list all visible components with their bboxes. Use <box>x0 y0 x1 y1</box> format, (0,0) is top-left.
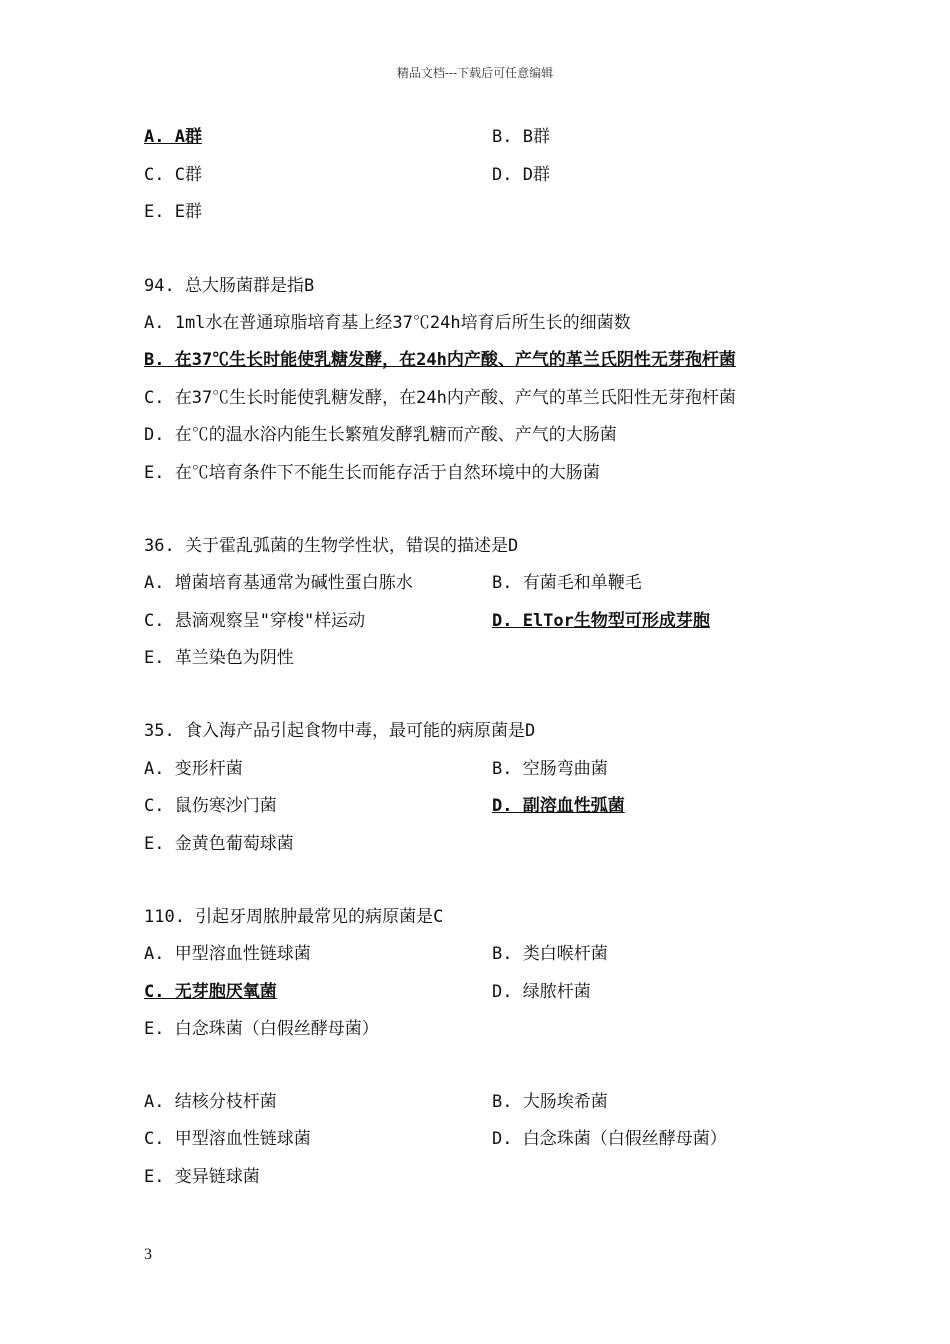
option-c: C. 无芽胞厌氧菌 <box>144 982 277 1002</box>
page-number: 3 <box>144 1246 152 1263</box>
option-e: E. 变异链球菌 <box>144 1167 260 1187</box>
question-94: 94. 总大肠菌群是指B <box>144 276 315 296</box>
option-e: E. 金黄色葡萄球菌 <box>144 834 294 854</box>
option-e: E. 在℃培育条件下不能生长而能存活于自然环境中的大肠菌 <box>144 463 600 483</box>
option-c: C. C群 <box>144 165 202 185</box>
option-c: C. 鼠伤寒沙门菌 <box>144 796 277 816</box>
option-b: B. 在37℃生长时能使乳糖发酵，在24h内产酸、产气的革兰氏阴性无芽孢杆菌 <box>144 350 736 370</box>
option-e: E. 革兰染色为阴性 <box>144 648 294 668</box>
option-d: D. ElTor生物型可形成芽胞 <box>492 611 710 631</box>
option-e: E. 白念珠菌（白假丝酵母菌） <box>144 1019 379 1039</box>
option-a: A. A群 <box>144 127 202 147</box>
option-b: B. 空肠弯曲菌 <box>492 759 608 779</box>
option-b: B. 大肠埃希菌 <box>492 1092 608 1112</box>
option-a: A. 甲型溶血性链球菌 <box>144 944 311 964</box>
option-d: D. D群 <box>492 165 550 185</box>
option-c: C. 在37℃生长时能使乳糖发酵，在24h内产酸、产气的革兰氏阳性无芽孢杆菌 <box>144 388 736 408</box>
option-a: A. 结核分枝杆菌 <box>144 1092 277 1112</box>
option-c: C. 悬滴观察呈"穿梭"样运动 <box>144 611 366 631</box>
option-b: B. B群 <box>492 127 550 147</box>
page-header: 精品文档---下载后可任意编辑 <box>396 66 554 80</box>
option-e: E. E群 <box>144 202 202 222</box>
option-a: A. 增菌培育基通常为碱性蛋白胨水 <box>144 573 413 593</box>
option-d: D. 绿脓杆菌 <box>492 982 591 1002</box>
option-b: B. 类白喉杆菌 <box>492 944 608 964</box>
question-110: 110. 引起牙周脓肿最常见的病原菌是C <box>144 907 444 927</box>
option-a: A. 变形杆菌 <box>144 759 243 779</box>
option-a: A. 1ml水在普通琼脂培育基上经37℃24h培育后所生长的细菌数 <box>144 313 631 333</box>
question-36: 36. 关于霍乱弧菌的生物学性状，错误的描述是D <box>144 536 519 556</box>
option-c: C. 甲型溶血性链球菌 <box>144 1129 311 1149</box>
option-d: D. 白念珠菌（白假丝酵母菌） <box>492 1129 727 1149</box>
option-d: D. 副溶血性弧菌 <box>492 796 625 816</box>
question-35: 35. 食入海产品引起食物中毒，最可能的病原菌是D <box>144 721 536 741</box>
option-b: B. 有菌毛和单鞭毛 <box>492 573 642 593</box>
option-d: D. 在℃的温水浴内能生长繁殖发酵乳糖而产酸、产气的大肠菌 <box>144 425 617 445</box>
